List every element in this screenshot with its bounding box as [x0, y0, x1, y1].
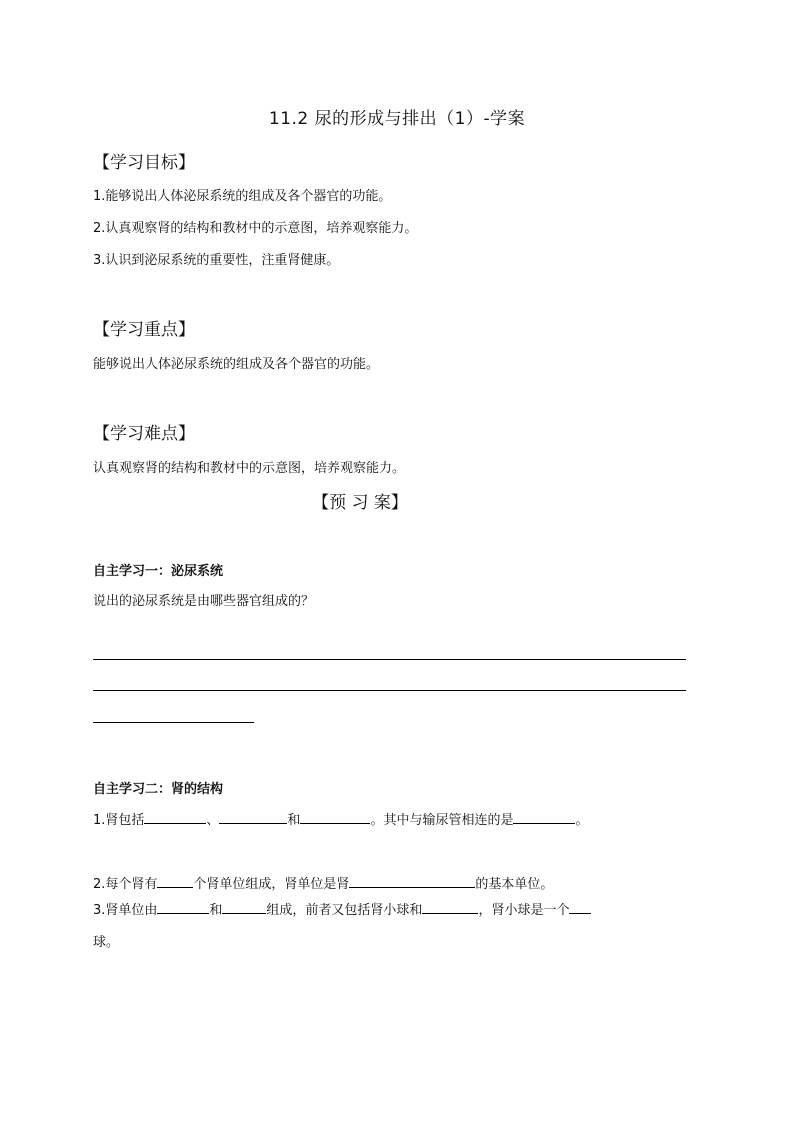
key-points-text: 能够说出人体泌尿系统的组成及各个器官的功能。 [93, 357, 380, 372]
difficulties-heading: 【学习难点】 [93, 424, 195, 444]
q3-text-a: 3.肾单位由 [93, 903, 158, 918]
objectives-heading: 【学习目标】 [93, 153, 195, 173]
q3-blank-3[interactable] [422, 900, 478, 914]
q3-blank-2[interactable] [222, 900, 266, 914]
answer-line-2[interactable] [93, 690, 686, 691]
q3-blank-1[interactable] [157, 900, 209, 914]
q2-blank-2[interactable] [349, 874, 475, 888]
q1-text-c: 和 [287, 813, 301, 828]
objective-item-3: 3.认识到泌尿系统的重要性，注重肾健康。 [93, 253, 340, 268]
q1-text-d: 。其中与输尿管相连的是 [370, 813, 514, 828]
q1-blank-4[interactable] [513, 810, 575, 824]
preview-heading: 【预 习 案】 [312, 493, 408, 513]
q3-text-e: 球。 [93, 935, 120, 950]
q1-text-e: 。 [575, 813, 589, 828]
q3-text-d: ，肾小球是一个 [478, 903, 570, 918]
study2-question-1 [93, 809, 588, 828]
q1-blank-3[interactable] [300, 810, 370, 824]
key-points-heading: 【学习重点】 [93, 320, 195, 340]
q3-text-c: 组成，前者又包括肾小球和 [266, 903, 423, 918]
q3-blank-4[interactable] [569, 900, 591, 914]
study1-question: 说出的泌尿系统是由哪些器官组成的？ [93, 594, 315, 609]
study2-heading: 自主学习二：肾的结构 [93, 782, 224, 797]
q1-text-b: 、 [206, 813, 220, 828]
objective-item-1: 1.能够说出人体泌尿系统的组成及各个器官的功能。 [93, 189, 392, 204]
q1-text-a: 1.肾包括 [93, 813, 145, 828]
q3-text-b: 和 [209, 903, 223, 918]
objective-item-2: 2.认真观察肾的结构和教材中的示意图，培养观察能力。 [93, 221, 418, 236]
answer-line-1[interactable] [93, 659, 686, 660]
q1-blank-1[interactable] [144, 810, 206, 824]
q2-text-b: 个肾单位组成，肾单位是肾 [193, 877, 350, 892]
answer-line-3[interactable] [93, 722, 254, 723]
study2-question-2 [93, 873, 553, 892]
q2-text-a: 2.每个肾有 [93, 877, 158, 892]
study1-heading: 自主学习一：泌尿系统 [93, 564, 224, 579]
q1-blank-2[interactable] [219, 810, 287, 824]
q2-blank-1[interactable] [157, 874, 193, 888]
q2-text-c: 的基本单位。 [475, 877, 554, 892]
page-title: 11.2 尿的形成与排出（1）-学案 [268, 109, 526, 129]
difficulties-text: 认真观察肾的结构和教材中的示意图，培养观察能力。 [93, 461, 406, 476]
study2-question-3 [93, 899, 591, 918]
